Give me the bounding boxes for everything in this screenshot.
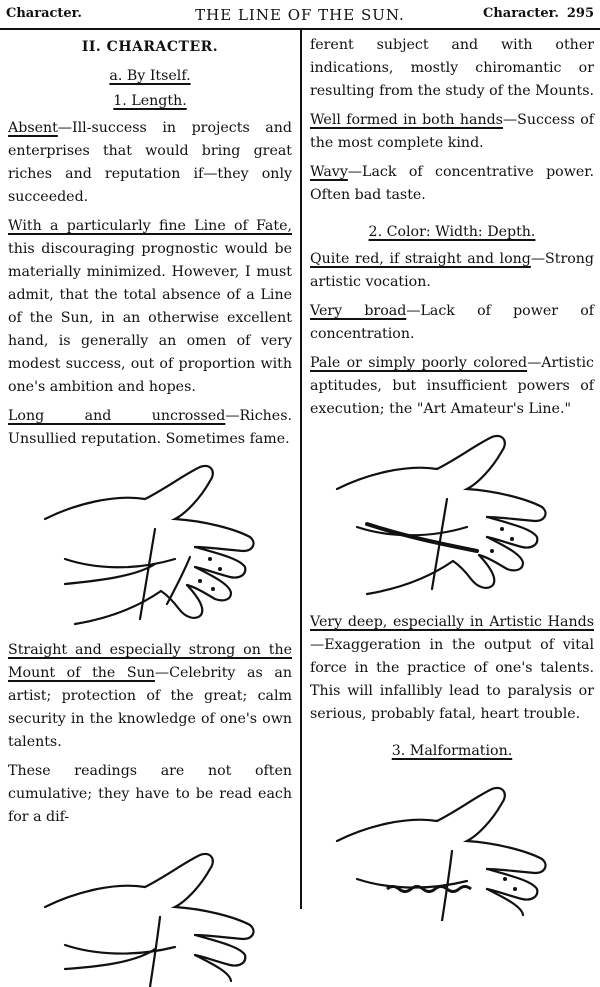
text-quite-red: —Strong artistic vocation. [310, 251, 594, 290]
paragraph-well-formed [310, 109, 594, 155]
term-fate: With a particularly fine Line of Fate, [8, 218, 292, 234]
text-long: —Riches. Unsullied reputation. Sometimes fame. [8, 408, 292, 447]
right-column [310, 34, 594, 921]
column-divider [300, 30, 302, 909]
term-well-formed: Well formed in both hands [310, 112, 503, 128]
term-straight: Straight and especially strong on the Mount of the Sun [8, 642, 292, 681]
paragraph-pale [310, 352, 594, 421]
running-header-left: Character. [6, 6, 82, 21]
subsection-2-heading [310, 221, 594, 244]
paragraph-readings: These readings are not often cumulative; they have to be read each for a dif- [8, 763, 292, 825]
paragraph-very-deep [310, 611, 594, 726]
running-header-right [483, 6, 594, 21]
text-wavy: —Lack of concentrative power. Often bad taste. [310, 164, 594, 203]
subsection-1-text: 1. Length. [113, 93, 187, 109]
term-quite-red: Quite red, if straight and long [310, 251, 531, 267]
palm-illustration-1 [35, 459, 265, 629]
subsection-a-text: a. By Itself. [109, 68, 191, 84]
palm-illustration-3 [327, 429, 577, 599]
paragraph-long [8, 405, 292, 451]
paragraph-quite-red [310, 248, 594, 294]
text-straight: —Celebrity as an artist; protection of the great; calm security in the knowledge of one's own talents. [8, 665, 292, 750]
page-number: 295 [566, 6, 594, 21]
paragraph-fate [8, 215, 292, 399]
term-long: Long and uncrossed [8, 408, 226, 424]
subsection-2-text: 2. Color: Width: Depth. [368, 224, 536, 240]
subsection-1-heading [8, 90, 292, 113]
paragraph-wavy [310, 161, 594, 207]
text-pale: —Artistic aptitudes, but insufficient powers of execution; the "Art Amateur's Line." [310, 355, 594, 417]
text-fate: this discouraging prognostic would be materially minimized. However, I must admit, that the total absence of a Line of the Sun, in an otherwise excellent hand, is generally an omen of very modest success, out of proportion with one's ambition and hopes. [8, 241, 292, 395]
paragraph-continued: ferent subject and with other indications, mostly chiromantic or resulting from the study of the Mounts. [310, 37, 594, 99]
paragraph-absent [8, 117, 292, 209]
term-absent: Absent [8, 120, 58, 136]
text-very-broad: —Lack of power of concentration. [310, 303, 595, 342]
palm-illustration-4 [327, 771, 577, 921]
section-title: II. CHARACTER. [81, 39, 219, 55]
text-absent: —Ill-success in projects and enterprises that would bring great riches and reputation if—they only succeeded. [8, 120, 292, 205]
text-very-deep: —Exaggeration in the output of vital force in the practice of one's talents. This will infallibly lead to paralysis or serious, probably fatal, heart trouble. [310, 637, 594, 722]
running-header-title: THE LINE OF THE SUN. [195, 6, 405, 24]
term-very-deep: Very deep, especially in Artistic Hands [310, 614, 594, 630]
term-pale: Pale or simply poorly colored [310, 355, 528, 371]
paragraph-very-broad [310, 300, 594, 346]
paragraph-straight [8, 639, 292, 754]
palm-illustration-2 [35, 837, 265, 987]
term-very-broad: Very broad [310, 303, 407, 319]
running-header-right-label: Character. [482, 6, 559, 21]
subsection-a-heading [8, 65, 292, 88]
text-well-formed: —Success of the most complete kind. [310, 112, 594, 151]
subsection-3-heading [310, 740, 594, 763]
left-column [8, 34, 292, 987]
subsection-3-text: 3. Malformation. [391, 743, 513, 759]
term-wavy: Wavy [310, 164, 348, 180]
